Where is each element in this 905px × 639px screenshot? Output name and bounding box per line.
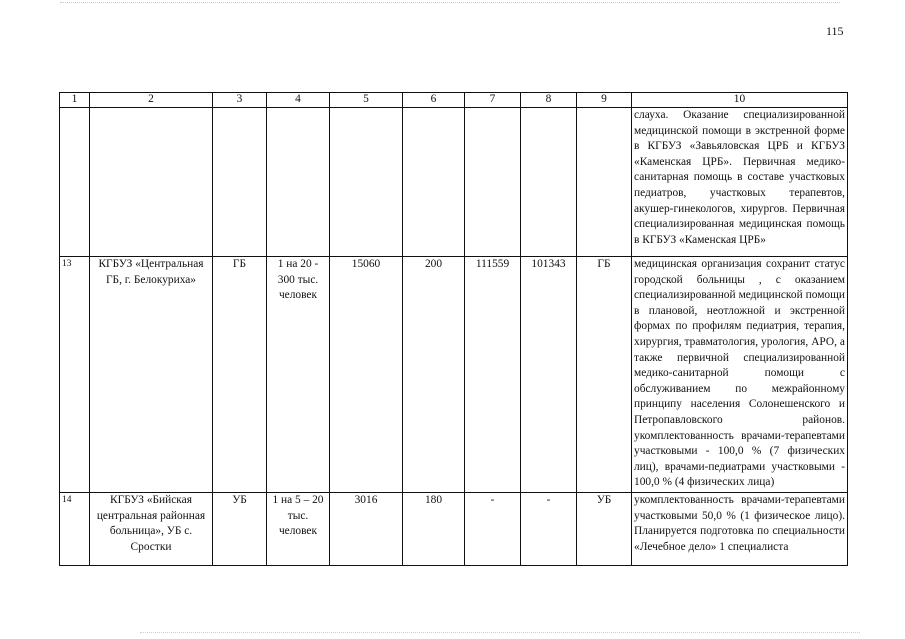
value-cell <box>330 108 403 257</box>
type-cell: УБ <box>577 493 632 566</box>
type-cell <box>577 108 632 257</box>
value-cell <box>465 108 521 257</box>
description-cell: слауха. Оказание специализированной медицинской помощи в экстренной форме в КГБУЗ «Завьяловская ЦРБ и КГБУЗ «Каменская ЦРБ». Первичная медико-санитарная помощь в составе участковых педиатров, участковых терапевтов, акушер-гинекологов, хирургов. Первичная специализированная медицинская помощь в КГБУЗ «Каменская ЦРБ» <box>632 108 848 257</box>
header-cell: 10 <box>632 93 848 108</box>
header-cell: 1 <box>60 93 90 108</box>
value-cell: - <box>521 493 577 566</box>
value-cell: 15060 <box>330 257 403 493</box>
value-cell: 101343 <box>521 257 577 493</box>
header-cell: 8 <box>521 93 577 108</box>
table-header-row <box>60 93 848 108</box>
row-number-cell: 14 <box>60 493 90 566</box>
value-cell <box>403 108 465 257</box>
description-cell: укомплектованность врачами-терапевтами участковыми 50,0 % (1 физическое лицо). Планируется подготовка по специальности «Лечебное дело» 1 специалиста <box>632 493 848 566</box>
header-cell: 3 <box>213 93 267 108</box>
type-cell: УБ <box>213 493 267 566</box>
type-cell: ГБ <box>213 257 267 493</box>
organization-cell <box>90 108 213 257</box>
service-area-cell: 1 на 20 - 300 тыс. человек <box>267 257 330 493</box>
value-cell <box>521 108 577 257</box>
value-cell: - <box>465 493 521 566</box>
type-cell: ГБ <box>577 257 632 493</box>
header-cell: 5 <box>330 93 403 108</box>
service-area-cell: 1 на 5 – 20 тыс. человек <box>267 493 330 566</box>
value-cell: 180 <box>403 493 465 566</box>
row-number-cell <box>60 108 90 257</box>
scan-artifact-top <box>60 2 840 4</box>
scan-artifact-bottom <box>140 632 860 634</box>
organization-cell: КГБУЗ «Бийская центральная районная больница», УБ с. Сростки <box>90 493 213 566</box>
organization-cell: КГБУЗ «Центральная ГБ, г. Белокуриха» <box>90 257 213 493</box>
data-table <box>59 92 848 566</box>
row-number-cell: 13 <box>60 257 90 493</box>
value-cell: 200 <box>403 257 465 493</box>
header-cell: 7 <box>465 93 521 108</box>
header-cell: 2 <box>90 93 213 108</box>
table-row <box>60 257 848 493</box>
header-cell: 6 <box>403 93 465 108</box>
table-row <box>60 493 848 566</box>
service-area-cell <box>267 108 330 257</box>
page-number: 115 <box>826 24 844 38</box>
table-row <box>60 108 848 257</box>
value-cell: 111559 <box>465 257 521 493</box>
header-cell: 4 <box>267 93 330 108</box>
value-cell: 3016 <box>330 493 403 566</box>
header-cell: 9 <box>577 93 632 108</box>
type-cell <box>213 108 267 257</box>
description-cell: медицинская организация сохранит статус городской больницы , с оказанием специализированной медицинской помощи в плановой, неотложной и экстренной формах по профилям педиатрия, терапия, хирургия, травматология, урология, АРО, а также первичной специализированной медико-санитарной помощи с обслуживанием по межрайонному принципу населения Солонешенского и Петропавловского районов. укомплектованность врачами-терапевтами участковыми - 100,0 % (7 физических лиц), врачами-педиатрами участковыми - 100,0 % (4 физических лица) <box>632 257 848 493</box>
